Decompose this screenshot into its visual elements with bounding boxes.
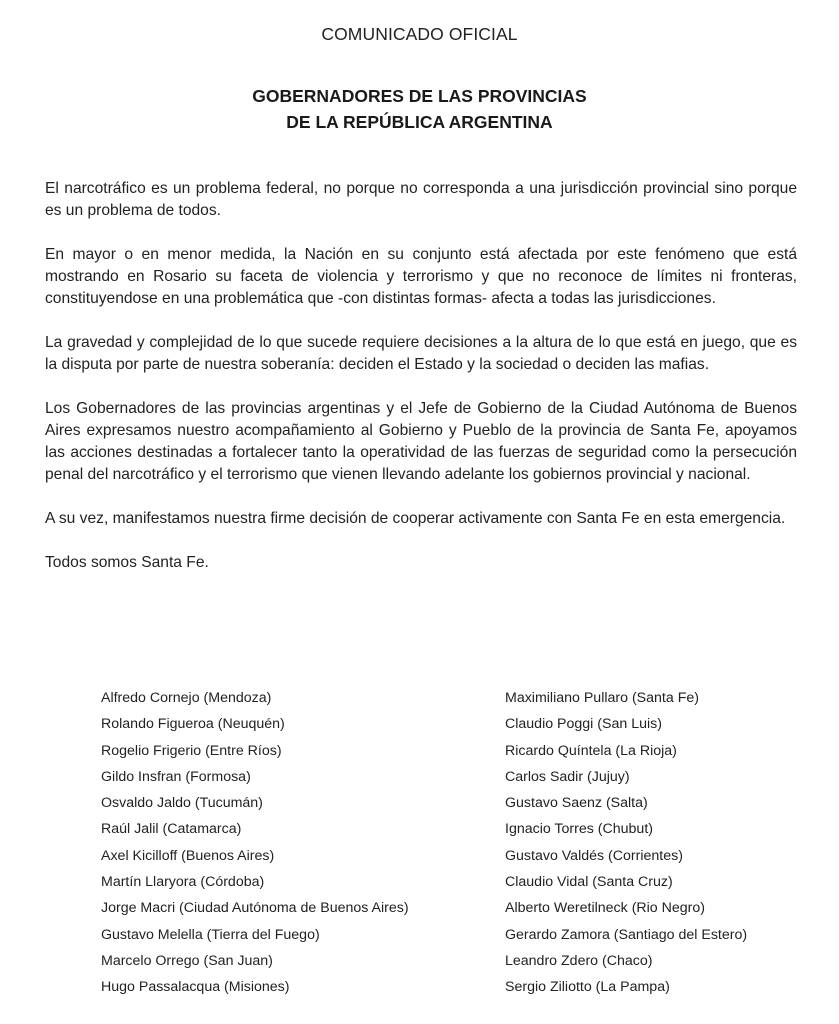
- signatory: Axel Kicilloff (Buenos Aires): [101, 847, 275, 864]
- signatory: Alberto Weretilneck (Rio Negro): [505, 900, 706, 917]
- signatory: Ignacio Torres (Chubut): [505, 821, 653, 838]
- signatory: Claudio Vidal (Santa Cruz): [505, 874, 673, 891]
- signatories-list: [101, 688, 801, 1004]
- signatory: Maximiliano Pullaro (Santa Fe): [505, 690, 699, 706]
- closing-line: Todos somos Santa Fe.: [45, 554, 209, 571]
- signatories-column-right: [505, 688, 801, 1004]
- document-heading: [0, 83, 839, 135]
- signatory: Alfredo Cornejo (Mendoza): [101, 690, 272, 706]
- signatory: Hugo Passalacqua (Misiones): [101, 979, 290, 996]
- signatories-column-left: [101, 688, 505, 1004]
- signatory: Martín Llaryora (Córdoba): [101, 874, 265, 891]
- signatory: Rolando Figueroa (Neuquén): [101, 716, 285, 733]
- paragraph-5: A su vez, manifestamos nuestra firme decisión de cooperar activamente con Santa Fe en esta emergencia.: [45, 510, 786, 527]
- signatory: Osvaldo Jaldo (Tucumán): [101, 795, 263, 812]
- signatory: Gerardo Zamora (Santiago del Estero): [505, 926, 748, 943]
- signatory: Claudio Poggi (San Luis): [505, 716, 662, 733]
- paragraph-4: Los Gobernadores de las provincias argentinas y el Jefe de Gobierno de la Ciudad Autónoma de Buenos Aires expresamos nuestro acompañamiento al Gobierno y Pueblo de la provincia de Santa Fe, apoyamos las acciones destinadas a fortalecer tanto la operatividad de las fuerzas de seguridad como la persecución penal del narcotráfico y el terrorismo que vienen llevando adelante los gobiernos provincial y nacional.: [45, 400, 797, 483]
- signatory: Rogelio Frigerio (Entre Ríos): [101, 742, 282, 759]
- document-header: COMUNICADO OFICIAL: [321, 24, 518, 44]
- signatory: Gustavo Melella (Tierra del Fuego): [101, 926, 320, 943]
- paragraph-2: En mayor o en menor medida, la Nación en su conjunto está afectada por este fenómeno que está mostrando en Rosario su faceta de violencia y terrorismo y que no reconoce de límites ni fronteras, constituyendose en una problemática que -con distintas formas- afecta a todas las jurisdicciones.: [45, 246, 797, 307]
- signatory: Gildo Insfran (Formosa): [101, 768, 251, 785]
- paragraph-3: La gravedad y complejidad de lo que sucede requiere decisiones a la altura de lo que está en juego, que es la disputa por parte de nuestra soberanía: deciden el Estado y la sociedad o deciden las mafias.: [45, 334, 797, 373]
- document-body: [45, 178, 797, 596]
- signatory: Raúl Jalil (Catamarca): [101, 821, 242, 838]
- heading-line-1: GOBERNADORES DE LAS PROVINCIAS: [252, 86, 587, 106]
- signatory: Carlos Sadir (Jujuy): [505, 768, 630, 785]
- heading-line-2: DE LA REPÚBLICA ARGENTINA: [286, 112, 553, 132]
- signatory: Ricardo Quíntela (La Rioja): [505, 742, 677, 759]
- signatory: Jorge Macri (Ciudad Autónoma de Buenos Aires): [101, 900, 409, 917]
- signatory: Sergio Ziliotto (La Pampa): [505, 979, 670, 996]
- signatory: Marcelo Orrego (San Juan): [101, 952, 273, 969]
- signatory: Leandro Zdero (Chaco): [505, 952, 653, 969]
- paragraph-1: El narcotráfico es un problema federal, no porque no corresponda a una jurisdicción provincial sino porque es un problema de todos.: [45, 180, 797, 219]
- signatory: Gustavo Valdés (Corrientes): [505, 847, 683, 864]
- signatory: Gustavo Saenz (Salta): [505, 795, 648, 812]
